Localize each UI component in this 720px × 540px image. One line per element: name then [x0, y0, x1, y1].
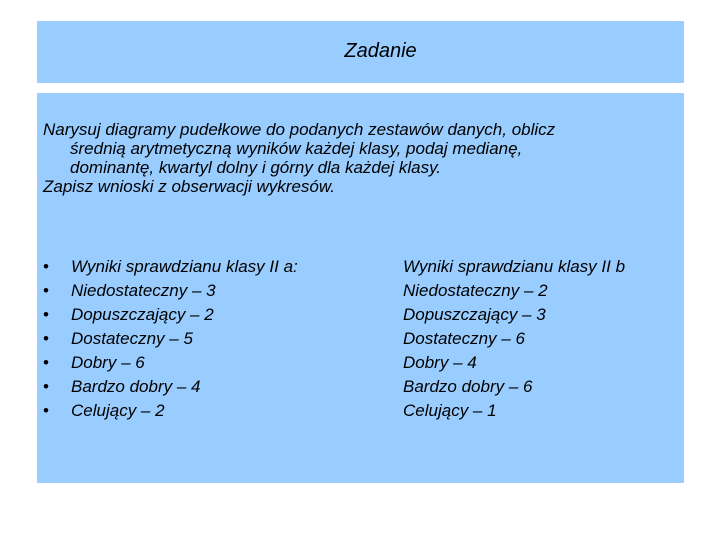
list-item [43, 375, 298, 399]
class-a-results [43, 255, 298, 423]
title-box [37, 21, 684, 83]
task-line-2: średnią arytmetyczną wyników każdej klasy, podaj medianę, [70, 139, 523, 158]
class-a-grade: Dobry – 6 [71, 353, 145, 372]
class-b-grade: Bardzo dobry – 6 [403, 377, 533, 396]
task-description [43, 120, 673, 196]
class-a-grade: Dostateczny – 5 [71, 329, 193, 348]
list-item [43, 303, 298, 327]
list-item [43, 327, 298, 351]
class-b-grade: Dopuszczający – 3 [403, 305, 546, 324]
class-a-grade: Dopuszczający – 2 [71, 305, 214, 324]
list-item [43, 351, 298, 375]
list-item [43, 279, 298, 303]
bullet: • [43, 377, 49, 396]
content-box [37, 93, 684, 483]
bullet: • [43, 329, 49, 348]
bullet: • [43, 353, 49, 372]
class-b-grade: Niedostateczny – 2 [403, 281, 548, 300]
bullet: • [43, 401, 49, 420]
list-item [43, 255, 298, 279]
class-b-results [403, 255, 625, 423]
task-line-4: Zapisz wnioski z obserwacji wykresów. [43, 177, 335, 196]
list-item [43, 399, 298, 423]
bullet: • [43, 305, 49, 324]
class-b-heading: Wyniki sprawdzianu klasy II b [403, 257, 626, 276]
task-line-1: Narysuj diagramy pudełkowe do podanych zestawów danych, oblicz [43, 120, 556, 139]
class-a-heading: Wyniki sprawdzianu klasy II a: [71, 257, 298, 276]
bullet: • [43, 281, 49, 300]
bullet: • [43, 257, 49, 276]
class-b-grade: Celujący – 1 [403, 401, 497, 420]
class-b-grade: Dobry – 4 [403, 353, 477, 372]
class-b-grade: Dostateczny – 6 [403, 329, 525, 348]
class-a-grade: Niedostateczny – 3 [71, 281, 216, 300]
class-a-grade: Celujący – 2 [71, 401, 165, 420]
class-a-grade: Bardzo dobry – 4 [71, 377, 201, 396]
task-line-3: dominantę, kwartyl dolny i górny dla każdej klasy. [70, 158, 442, 177]
slide-title: Zadanie [344, 40, 417, 62]
